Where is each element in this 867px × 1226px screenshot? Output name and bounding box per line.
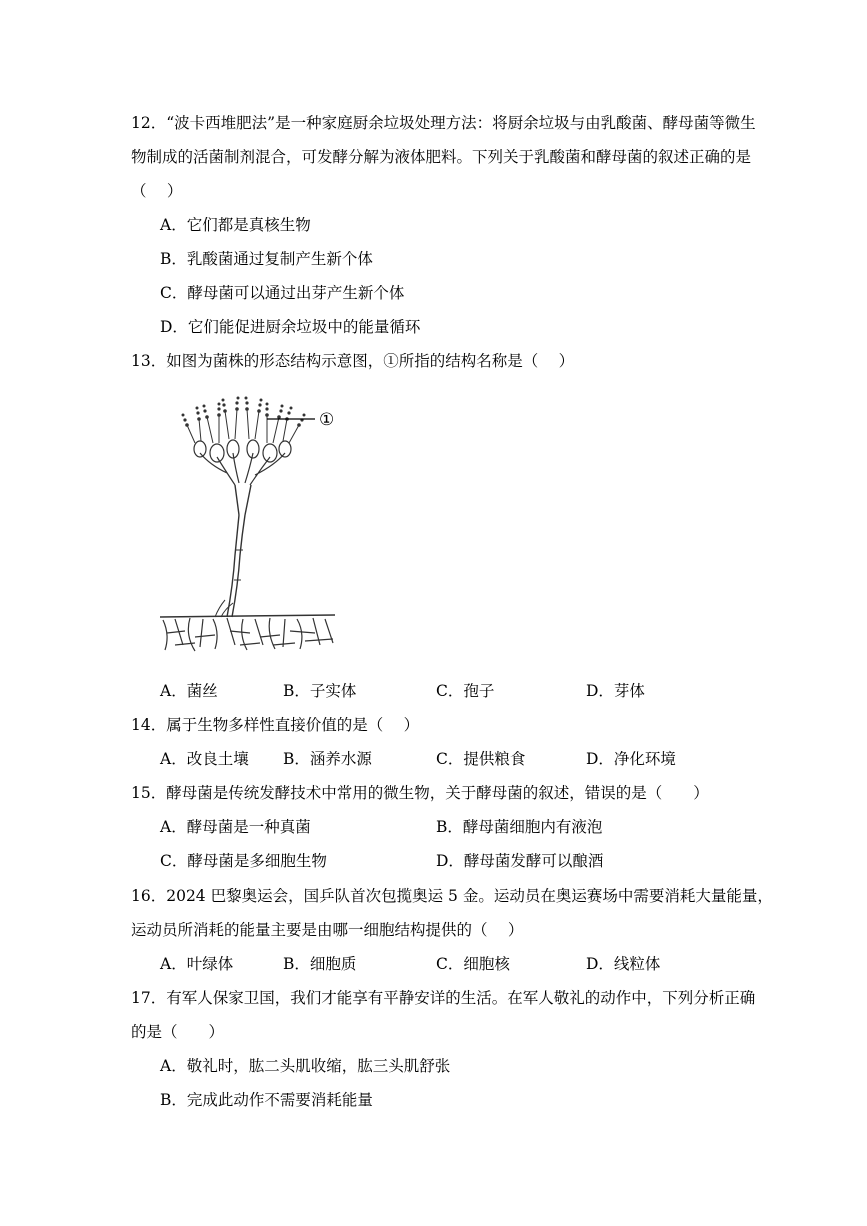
q16-option-d: D．线粒体: [586, 955, 661, 973]
q14-option-d: D．净化环境: [586, 750, 676, 768]
fungus-structure-figure: [155, 395, 355, 665]
q16-option-a: A．叶绿体: [160, 955, 234, 973]
q17-stem-line-1: 17．有军人保家卫国，我们才能享有平静安详的生活。在军人敬礼的动作中，下列分析正确: [131, 989, 756, 1007]
q15-option-d: D．酵母菌发酵可以酿酒: [436, 852, 604, 870]
q15-option-b: B．酵母菌细胞内有液泡: [436, 818, 603, 836]
q15-option-a: A．酵母菌是一种真菌: [160, 818, 311, 836]
q13-stem: 13．如图为菌株的形态结构示意图，①所指的结构名称是（ ）: [131, 352, 575, 370]
q12-option-d: D．它们能促进厨余垃圾中的能量循环: [160, 318, 421, 336]
q13-option-a: A．菌丝: [160, 682, 218, 700]
q16-option-b: B．细胞质: [283, 955, 357, 973]
q14-option-c: C．提供粮食: [436, 750, 526, 768]
q14-option-b: B．涵养水源: [283, 750, 372, 768]
q12-option-a: A．它们都是真核生物: [160, 216, 311, 234]
q12-option-c: C．酵母菌可以通过出芽产生新个体: [160, 284, 405, 302]
q12-stem-line-3: （ ）: [131, 182, 183, 200]
figure-label-1: ①: [319, 410, 335, 430]
q14-stem: 14．属于生物多样性直接价值的是（ ）: [131, 716, 420, 734]
q15-option-c: C．酵母菌是多细胞生物: [160, 852, 327, 870]
q16-option-c: C．细胞核: [436, 955, 510, 973]
q12-stem-line-1: 12．“波卡西堆肥法”是一种家庭厨余垃圾处理方法：将厨余垃圾与由乳酸菌、酵母菌等微生: [131, 114, 756, 132]
q16-stem-line-1: 16．2024 巴黎奥运会，国乒队首次包揽奥运 5 金。运动员在奥运赛场中需要消耗大量能量，: [131, 887, 773, 905]
q17-stem-line-2: 的是（ ）: [131, 1023, 225, 1041]
q17-option-b: B．完成此动作不需要消耗能量: [160, 1091, 373, 1109]
q14-option-a: A．改良土壤: [160, 750, 249, 768]
q16-stem-line-2: 运动员所消耗的能量主要是由哪一细胞结构提供的（ ）: [131, 921, 524, 939]
q17-option-a: A．敬礼时，肱二头肌收缩，肱三头肌舒张: [160, 1057, 451, 1075]
q15-stem: 15．酵母菌是传统发酵技术中常用的微生物，关于酵母菌的叙述，错误的是（ ）: [131, 784, 709, 802]
q13-option-d: D．芽体: [586, 682, 645, 700]
q13-option-c: C．孢子: [436, 682, 495, 700]
q12-stem-line-2: 物制成的活菌制剂混合，可发酵分解为液体肥料。下列关于乳酸菌和酵母菌的叙述正确的是: [131, 148, 752, 166]
q13-option-b: B．子实体: [283, 682, 357, 700]
q12-option-b: B．乳酸菌通过复制产生新个体: [160, 250, 373, 268]
